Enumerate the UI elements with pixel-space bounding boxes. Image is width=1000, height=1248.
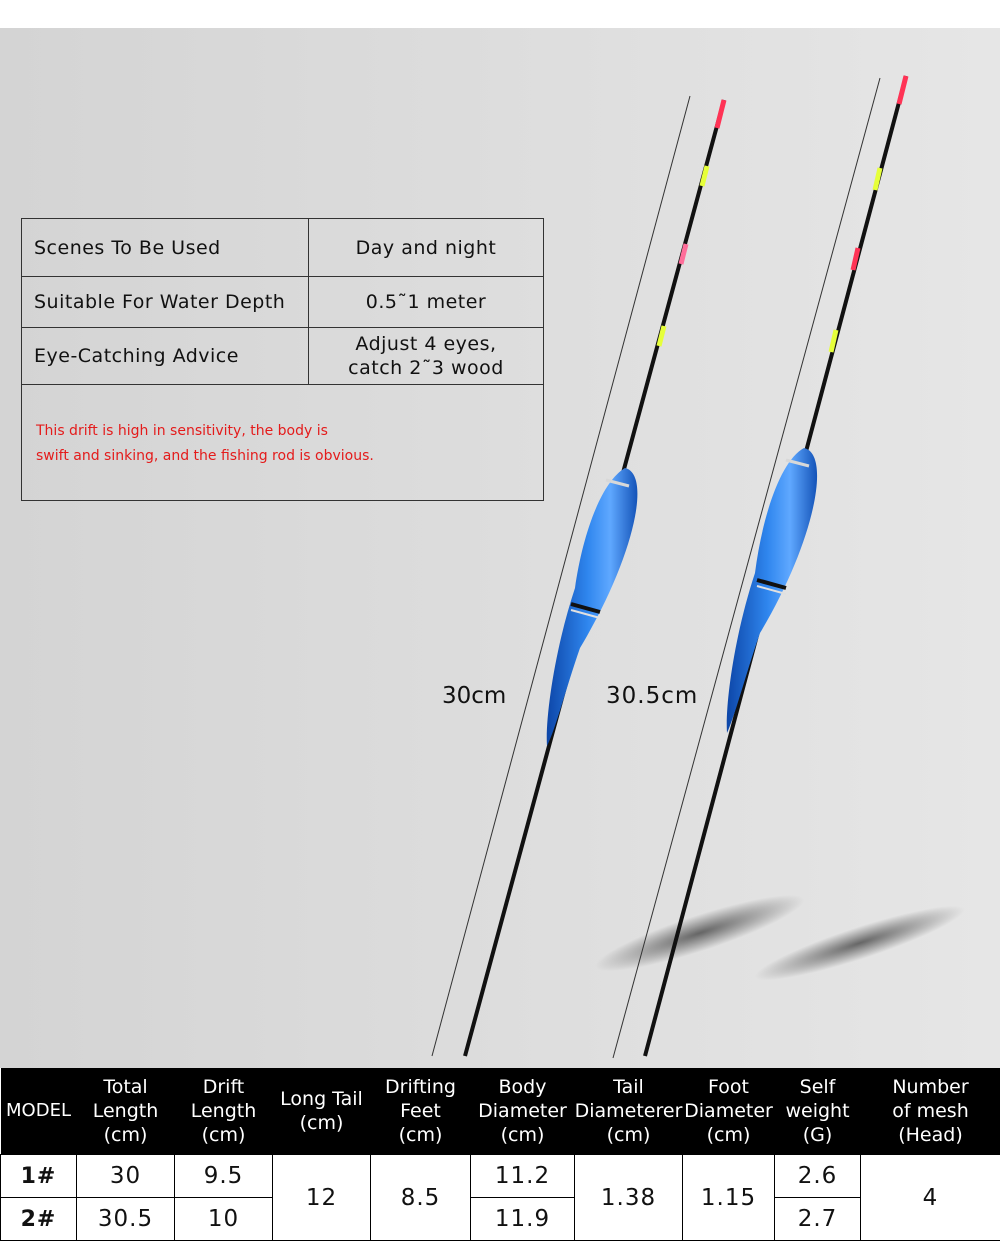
header-model: MODEL [1,1068,77,1155]
info-row-advice [22,327,543,385]
body-diameter-cell: 11.9 [471,1198,575,1241]
total-length-cell: 30 [77,1155,175,1198]
table-row [1,1198,1000,1241]
header-number-of-mesh: Number of mesh (Head) [861,1068,1000,1155]
advice-value-line2: catch 2˜3 wood [348,356,504,379]
advice-value [309,327,543,384]
drift-length-cell: 10 [175,1198,273,1241]
info-row-scenes [22,219,543,277]
table-row [1,1155,1000,1198]
note-line2: swift and sinking, and the fishing rod is obvious. [36,448,374,464]
product-photo [0,28,1000,1068]
body-diameter-cell: 11.2 [471,1155,575,1198]
depth-label: Suitable For Water Depth [22,276,309,327]
model-cell: 1# [1,1155,77,1198]
scenes-label: Scenes To Be Used [22,219,309,276]
header-body-diameter: Body Diameter (cm) [471,1068,575,1155]
advice-value-line1: Adjust 4 eyes, [355,332,497,355]
header-drift-length: Drift Length (cm) [175,1068,273,1155]
drift-length-cell: 9.5 [175,1155,273,1198]
header-total-length: Total Length (cm) [77,1068,175,1155]
length-label-30cm: 30cm [442,683,507,709]
usage-info-table [21,218,544,501]
header-foot-diameter: Foot Diameter (cm) [683,1068,775,1155]
total-length-cell: 30.5 [77,1198,175,1241]
advice-label: Eye-Catching Advice [22,327,309,384]
sensitivity-note [36,419,436,469]
self-weight-cell: 2.6 [775,1155,861,1198]
info-row-depth [22,276,543,328]
depth-value: 0.5˜1 meter [365,290,487,313]
number-of-mesh-cell: 4 [861,1155,1000,1241]
header-tail-diameter: Tail Diameterer (cm) [575,1068,683,1155]
scenes-value: Day and night [355,236,497,259]
note-line1: This drift is high in sensitivity, the body is [36,423,328,439]
length-label-30-5cm: 30.5cm [606,683,699,709]
header-drifting-feet: Drifting Feet (cm) [371,1068,471,1155]
drifting-feet-cell: 8.5 [371,1155,471,1241]
fishing-floats-illustration [0,28,1000,1068]
foot-diameter-cell: 1.15 [683,1155,775,1241]
model-cell: 2# [1,1198,77,1241]
header-self-weight: Self weight (G) [775,1068,861,1155]
long-tail-cell: 12 [273,1155,371,1241]
self-weight-cell: 2.7 [775,1198,861,1241]
spec-header-row [1,1068,1000,1155]
tail-diameter-cell: 1.38 [575,1155,683,1241]
spec-table [0,1068,1000,1241]
header-long-tail: Long Tail (cm) [273,1068,371,1155]
